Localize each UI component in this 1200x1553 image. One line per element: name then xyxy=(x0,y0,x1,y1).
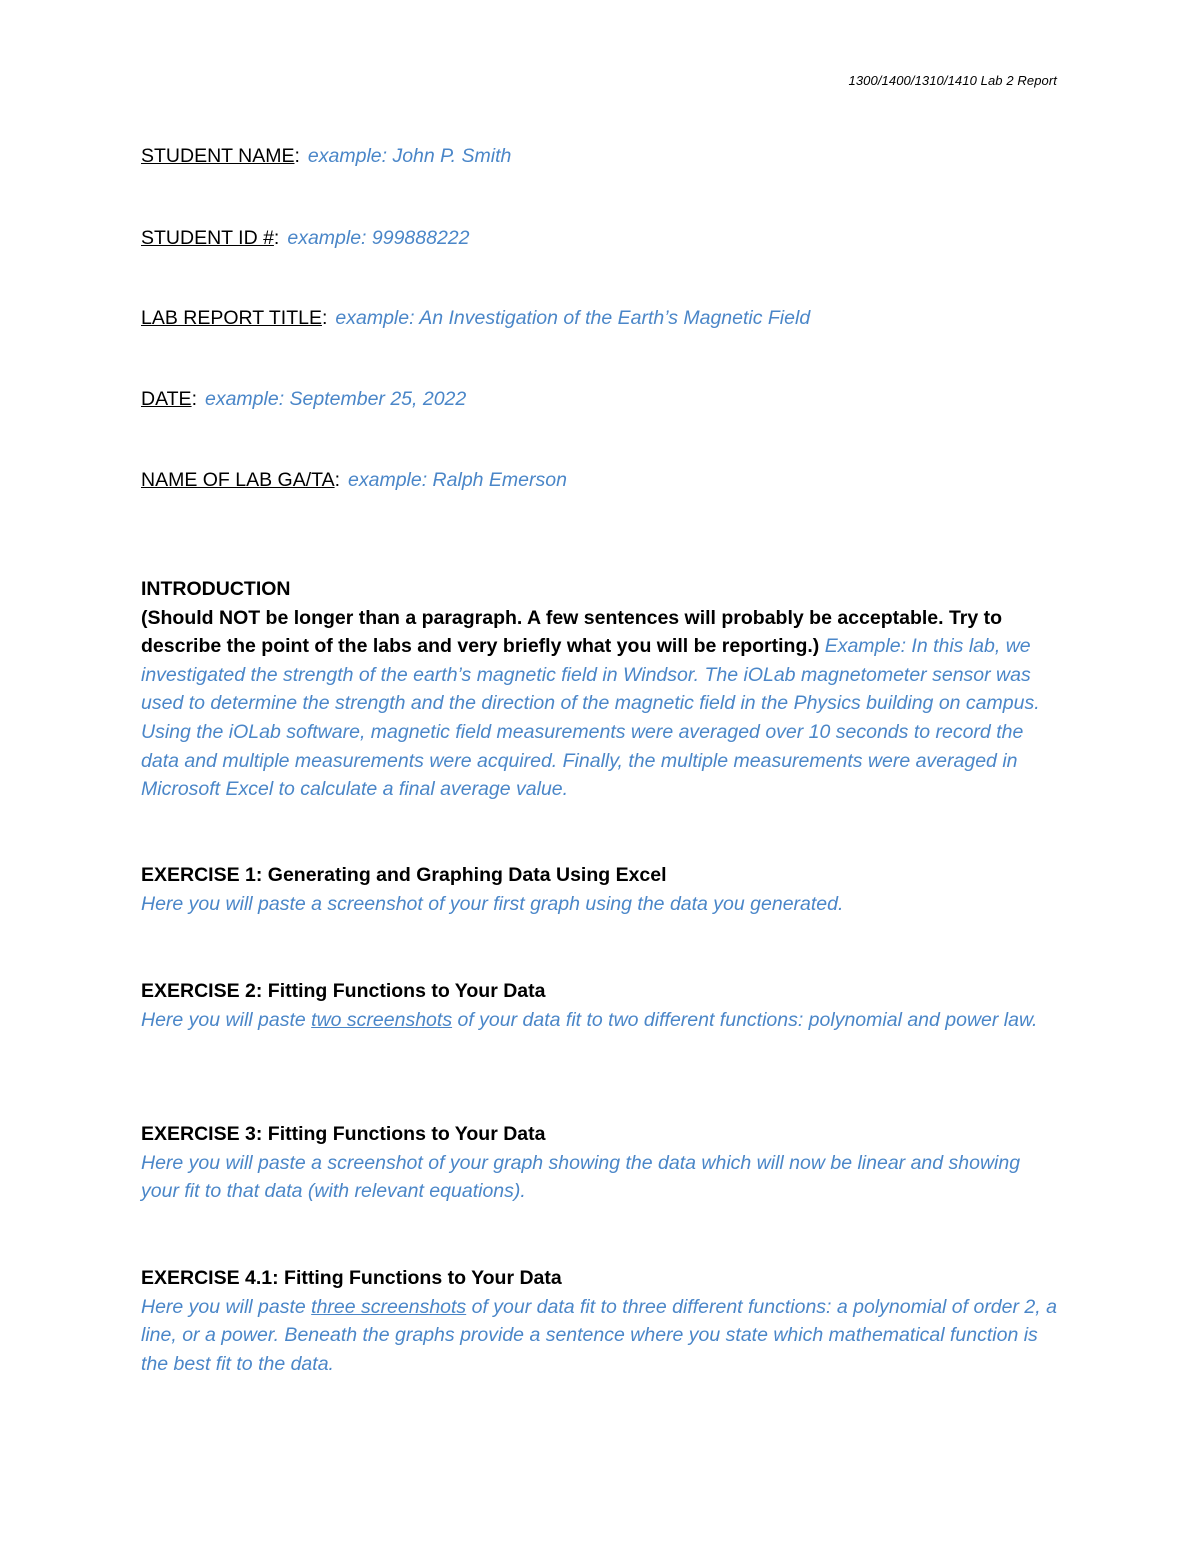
student-id-label: STUDENT ID # xyxy=(141,227,274,249)
exercise-2-section xyxy=(141,977,1061,1034)
exercise-4-text-underlined: three screenshots xyxy=(311,1295,467,1318)
colon: : xyxy=(273,227,280,249)
date-example[interactable]: example: September 25, 2022 xyxy=(204,388,467,410)
colon: : xyxy=(191,388,197,410)
exercise-4-text[interactable] xyxy=(141,1296,1057,1375)
lab-title-example[interactable]: example: An Investigation of the Earth’s Magnetic Field xyxy=(335,307,811,329)
exercise-4-heading: EXERCISE 4.1: Fitting Functions to Your Data xyxy=(141,1267,562,1289)
exercise-2-heading: EXERCISE 2: Fitting Functions to Your Data xyxy=(141,980,546,1002)
exercise-4-text-before: Here you will paste xyxy=(141,1295,312,1318)
student-id-example[interactable]: example: 999888222 xyxy=(287,227,470,249)
colon: : xyxy=(321,307,328,329)
ta-name-example[interactable]: example: Ralph Emerson xyxy=(348,469,567,491)
exercise-1-heading: EXERCISE 1: Generating and Graphing Data Using Excel xyxy=(141,864,667,886)
exercise-2-text-after: of your data fit to two different functions: polynomial and power law. xyxy=(452,1008,1038,1031)
student-name-label: STUDENT NAME xyxy=(141,145,295,167)
student-id-field xyxy=(141,225,470,251)
introduction-instructions: (Should NOT be longer than a paragraph. A few sentences will probably be acceptable. Try to describe the point of the labs and very briefly what you will be reporting.) xyxy=(141,606,1003,658)
exercise-3-heading: EXERCISE 3: Fitting Functions to Your Data xyxy=(141,1123,546,1145)
exercise-3-section xyxy=(141,1120,1061,1206)
date-field xyxy=(141,386,466,412)
exercise-2-text-underlined: two screenshots xyxy=(311,1008,453,1031)
exercise-1-text[interactable]: Here you will paste a screenshot of your first graph using the data you generated. xyxy=(141,892,844,915)
exercise-2-text-before: Here you will paste xyxy=(141,1008,312,1031)
exercise-4-text-after: of your data fit to three different functions: a polynomial of order 2, a line, or a power. Beneath the graphs provide a sentence where you state which mathematical function is the best fit to the data. xyxy=(141,1295,1057,1375)
exercise-2-text[interactable] xyxy=(141,1009,1037,1031)
date-label: DATE xyxy=(141,388,192,410)
course-header-note: 1300/1400/1310/1410 Lab 2 Report xyxy=(848,73,1057,88)
introduction-section xyxy=(141,575,1061,804)
lab-title-field xyxy=(141,305,810,331)
ta-name-label: NAME OF LAB GA/TA xyxy=(141,469,335,491)
lab-title-label: LAB REPORT TITLE xyxy=(141,307,322,329)
exercise-1-section xyxy=(141,861,1061,918)
exercise-3-text[interactable]: Here you will paste a screenshot of your graph showing the data which will now be linear and showing your fit to that data (with relevant equations). xyxy=(141,1151,1021,1203)
colon: : xyxy=(334,469,341,491)
student-name-field xyxy=(141,143,511,169)
colon: : xyxy=(294,145,300,167)
student-name-example[interactable]: example: John P. Smith xyxy=(307,145,512,167)
ta-name-field xyxy=(141,467,567,493)
introduction-example[interactable]: Example: In this lab, we investigated the strength of the earth’s magnetic field in Windsor. The iOLab magnetometer sensor was used to determine the strength and the direction of the magnetic field in the Physics building on campus. Using the iOLab software, magnetic field measurements were averaged over 10 seconds to record the data and multiple measurements were acquired. Finally, the multiple measurements were averaged in Microsoft Excel to calculate a final average value. xyxy=(141,635,1040,801)
introduction-heading: INTRODUCTION xyxy=(141,578,291,600)
exercise-4-section xyxy=(141,1264,1061,1378)
